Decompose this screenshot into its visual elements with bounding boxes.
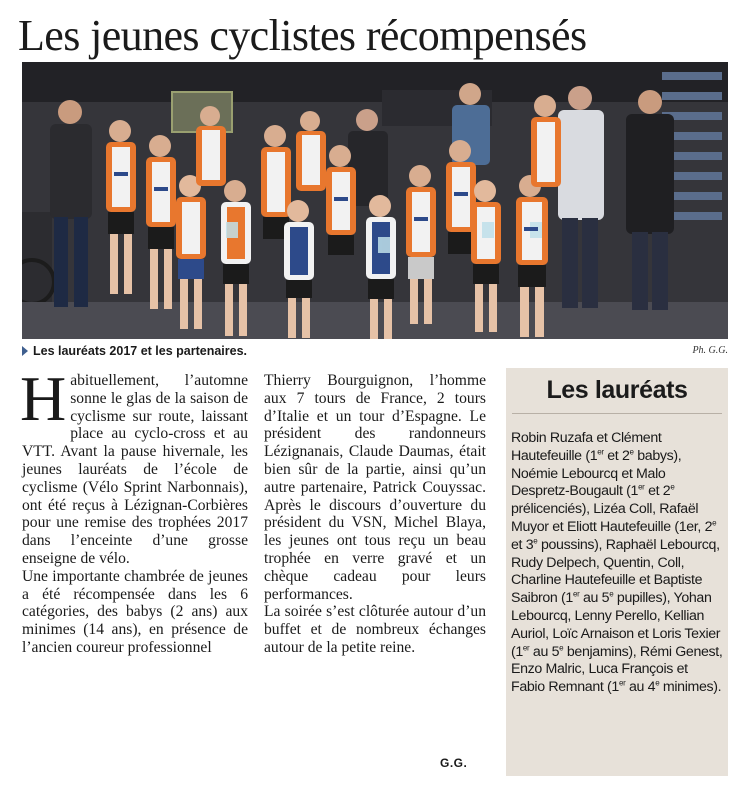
laureates-text: Robin Ruzafa et Clément Hautefeuille (1 (511, 430, 662, 464)
article-paragraph-2: Une importante chambrée de jeunes a été récompensée dans les 6 catégories, des babys (2 ans) aux minimes (14 ans), en présence de l’ancien coureur professionnel (22, 567, 248, 656)
ordinal: er (522, 642, 530, 652)
article-paragraph-4: La soirée s’est clôturée autour d’un buffet et de nombreux échanges autour de la petite reine. (264, 603, 486, 656)
photo-caption (22, 344, 728, 360)
ordinal: er (618, 678, 626, 688)
caption-text: Les lauréats 2017 et les partenaires. (33, 344, 248, 358)
caption-marker-icon (22, 346, 28, 356)
laureates-text: minimes). (659, 679, 722, 696)
laureates-text: au 4 (625, 679, 656, 696)
laureates-text: babys), Noémie Lebourcq et Malo Despretz-Bougault (1 (511, 447, 682, 500)
ordinal: e (609, 589, 614, 599)
group-photo (22, 62, 728, 339)
photo-credit: Ph. G.G. (692, 345, 728, 356)
article-paragraph-3: Thierry Bourguignon, l’homme aux 7 tours de France, 2 tours d’Italie et un tour d’Espagne. Le président des randonneurs Lézignanais, Claude Daumas, était bien sûr de la partie, ainsi qu’un autre partenaire, Patrick Couyssac. Après le discours d’ouverture du président du VSN, Michel Blaya, les jeunes ont tous reçu un beau trophée en verre gravé et un chèque cadeau pour leurs performances. (264, 372, 486, 603)
ordinal: er (597, 447, 604, 457)
ordinal: e (655, 678, 660, 688)
laureates-text: et 2 (644, 483, 671, 500)
drop-cap: H (20, 363, 67, 434)
laureates-text: pupilles), Yohan Lebourcq, Lenny Perello, Kellian Auriol, Loïc Arnaison et Loris Texier (1 (511, 590, 721, 660)
ordinal: e (712, 518, 717, 528)
sidebar-divider (512, 413, 722, 414)
ordinal: er (572, 589, 580, 599)
headline: Les jeunes cyclistes récompensés (18, 11, 587, 60)
laureates-sidebar (506, 368, 728, 776)
sidebar-title: Les lauréats (546, 376, 688, 404)
group-photo-illustration (22, 62, 728, 339)
laureates-text: benjamins), Rémi Genest, Enzo Malric, Luca François et Fabio Remnant (1 (511, 643, 723, 696)
laureates-text: au 5 (529, 643, 560, 660)
ordinal: er (638, 482, 645, 492)
laureates-text: au 5 (579, 590, 610, 607)
author-signature: G.G. (440, 756, 468, 770)
laureates-text: prélicenciés), Lizéa Coll, Rafaël Muyor et Eliott Hautefeuille (1er, 2 (511, 501, 713, 535)
laureates-text: et 2 (603, 447, 630, 464)
ordinal: e (629, 447, 634, 457)
laureates-list (511, 430, 725, 697)
laureates-text: poussins), Raphaël Lebourcq, Rudy Delpech, Quentin, Coll, Charline Hautefeuille et Baptiste Saibron (1 (511, 536, 720, 607)
ordinal: e (559, 642, 564, 652)
article-column-1 (20, 363, 248, 657)
ordinal: e (670, 482, 675, 492)
ordinal: e (533, 536, 538, 546)
article-paragraph-1: abituellement, l’automne sonne le glas de la saison de cyclisme sur route, laissant place au cyclo-cross et au VTT. Avant la pause hivernale, les jeunes lauréats de l’école de cyclisme (Vélo Sprint Narbonnais), ont été reçus à Lézignan-Corbières pour une remise des trophées 2017 dans l’enceinte d’une grosse enseigne de vélo. (22, 372, 248, 567)
laureates-text: et 3 (511, 536, 534, 553)
article-column-2 (264, 372, 486, 657)
